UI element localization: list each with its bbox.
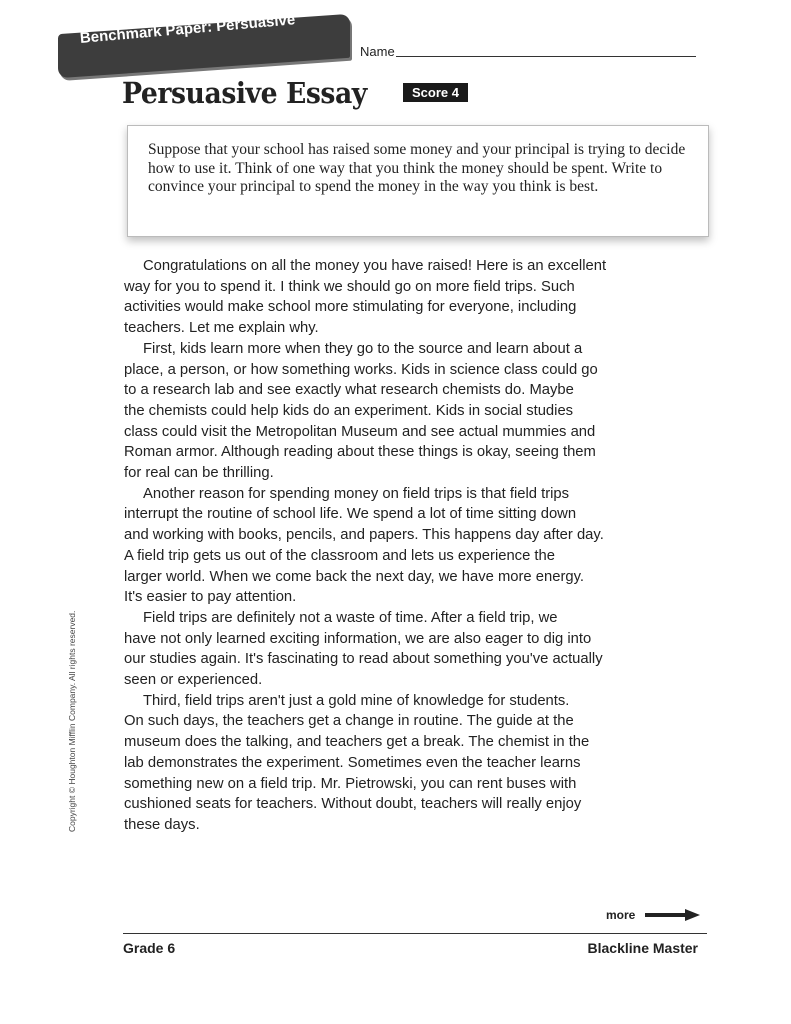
prompt-text: Suppose that your school has raised some money and your principal is trying to decide how to use it. Think of one way that you think the money should be spent. Write to convince your principal to spend the money in the way you think is best. — [148, 141, 686, 196]
footer-divider — [123, 933, 707, 934]
blackline-master-label: Blackline Master — [587, 940, 698, 956]
essay-line: way for you to spend it. I think we should go on more field trips. Such — [124, 278, 575, 295]
more-label: more — [606, 908, 636, 922]
essay-line: A field trip gets us out of the classroom and lets us experience the — [124, 547, 555, 564]
arrow-right-icon — [645, 909, 700, 921]
essay-line: It's easier to pay attention. — [124, 589, 297, 606]
essay-body — [124, 256, 684, 836]
banner-label: Benchmark Paper: Persuasive — [79, 11, 296, 47]
essay-line: the chemists could help kids do an experiment. Kids in social studies — [124, 402, 574, 419]
essay-line: First, kids learn more when they go to the source and learn about a — [143, 340, 583, 357]
essay-line: these days. — [124, 816, 200, 833]
essay-line: seen or experienced. — [124, 672, 263, 689]
page-title: Persuasive Essay — [122, 76, 367, 110]
essay-line: museum does the talking, and teachers get a break. The chemist in the — [124, 734, 590, 751]
copyright-notice: Copyright © Houghton Mifflin Company. All rights reserved. — [67, 610, 77, 832]
essay-line: cushioned seats for teachers. Without doubt, teachers will really enjoy — [124, 796, 582, 813]
essay-line: Another reason for spending money on field trips is that field trips — [143, 485, 570, 502]
name-field-line[interactable] — [396, 56, 696, 57]
essay-line: to a research lab and see exactly what research chemists do. Maybe — [124, 382, 574, 399]
essay-line: place, a person, or how something works. Kids in science class could go — [124, 361, 598, 378]
score-badge: Score 4 — [403, 83, 468, 102]
essay-line: On such days, the teachers get a change in routine. The guide at the — [124, 713, 574, 730]
essay-line: Field trips are definitely not a waste of time. After a field trip, we — [143, 609, 558, 626]
essay-line: larger world. When we come back the next day, we have more energy. — [124, 568, 585, 585]
grade-label: Grade 6 — [123, 940, 176, 956]
name-label: Name — [360, 44, 395, 59]
essay-line: Roman armor. Although reading about these things is okay, seeing them — [124, 444, 596, 461]
essay-line: activities would make school more stimulating for everyone, including — [124, 299, 577, 316]
essay-line: and working with books, pencils, and papers. This happens day after day. — [124, 527, 604, 544]
essay-line: Congratulations on all the money you have raised! Here is an excellent — [143, 258, 607, 274]
essay-line: our studies again. It's fascinating to read about something you've actually — [124, 651, 603, 668]
essay-line: lab demonstrates the experiment. Sometimes even the teacher learns — [124, 754, 581, 771]
essay-line: for real can be thrilling. — [124, 465, 274, 482]
essay-line: something new on a field trip. Mr. Pietrowski, you can rent buses with — [124, 775, 577, 792]
essay-line: Third, field trips aren't just a gold mine of knowledge for students. — [143, 692, 570, 709]
essay-line: interrupt the routine of school life. We spend a lot of time sitting down — [124, 506, 577, 523]
essay-line: class could visit the Metropolitan Museum and see actual mummies and — [124, 423, 596, 440]
essay-line: teachers. Let me explain why. — [124, 320, 319, 337]
essay-line: have not only learned exciting information, we are also eager to dig into — [124, 630, 592, 647]
